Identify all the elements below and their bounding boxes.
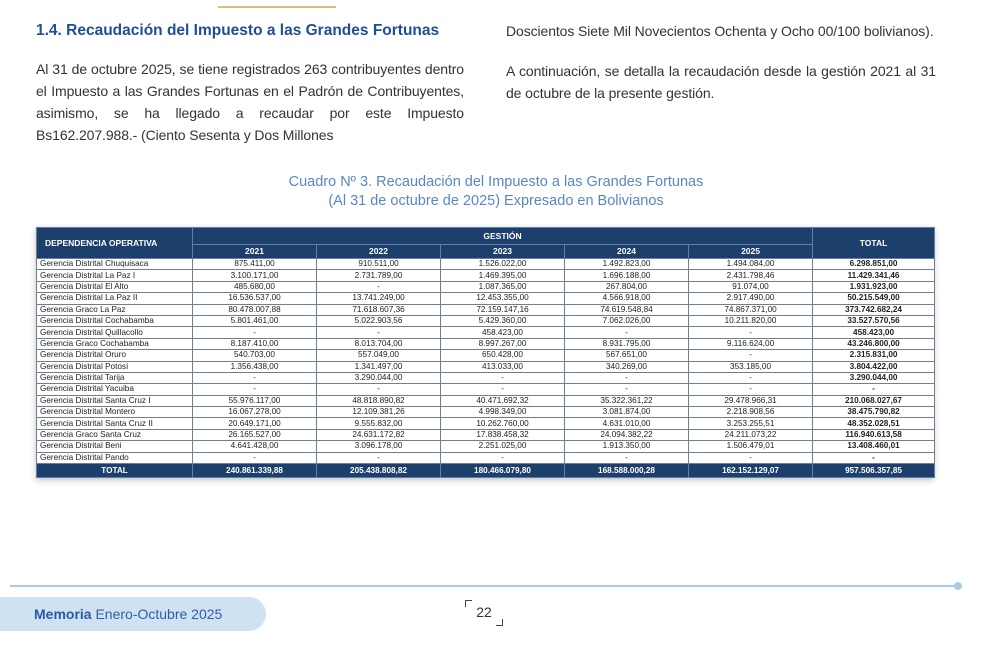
row-value: 24.094.382,22 bbox=[565, 429, 689, 440]
row-value: 2.251.025,00 bbox=[441, 441, 565, 452]
row-value: - bbox=[317, 384, 441, 395]
caption-line-1: Cuadro Nº 3. Recaudación del Impuesto a las Grandes Fortunas bbox=[288, 174, 704, 190]
row-value: 35.322.361,22 bbox=[565, 395, 689, 406]
table-row bbox=[37, 338, 935, 349]
row-value: 2.218.908,56 bbox=[689, 407, 813, 418]
row-dependencia: Gerencia Distrital Chuquisaca bbox=[37, 259, 193, 270]
top-decorative-rule bbox=[218, 6, 336, 8]
table-total-row bbox=[37, 464, 935, 478]
row-dependencia: Gerencia Distrital Potosí bbox=[37, 361, 193, 372]
row-value: 1.526.022,00 bbox=[441, 259, 565, 270]
header-total: TOTAL bbox=[813, 228, 935, 259]
row-dependencia: Gerencia Distrital Montero bbox=[37, 407, 193, 418]
grand-total: 957.506.357,85 bbox=[813, 464, 935, 478]
row-value: 9.555.832,00 bbox=[317, 418, 441, 429]
table-body bbox=[37, 259, 935, 478]
row-dependencia: Gerencia Distrital Pando bbox=[37, 452, 193, 463]
row-dependencia: Gerencia Distrital La Paz II bbox=[37, 293, 193, 304]
row-dependencia: Gerencia Distrital Cochabamba bbox=[37, 315, 193, 326]
row-value: - bbox=[565, 372, 689, 383]
row-value: - bbox=[317, 281, 441, 292]
row-total: 33.527.570,56 bbox=[813, 315, 935, 326]
row-value: 80.478.007,88 bbox=[193, 304, 317, 315]
row-value: 5.801.461,00 bbox=[193, 315, 317, 326]
header-year: 2022 bbox=[317, 244, 441, 258]
table-row bbox=[37, 350, 935, 361]
row-value: - bbox=[441, 384, 565, 395]
row-value: 910.511,00 bbox=[317, 259, 441, 270]
row-value: 20.649.171,00 bbox=[193, 418, 317, 429]
row-value: 8.997.267,00 bbox=[441, 338, 565, 349]
header-gestion: GESTIÓN bbox=[193, 228, 813, 245]
row-value: 1.506.479,01 bbox=[689, 441, 813, 452]
row-value: 4.998.349,00 bbox=[441, 407, 565, 418]
row-value: 74.619.548,84 bbox=[565, 304, 689, 315]
table-row bbox=[37, 315, 935, 326]
row-total: 210.068.027,67 bbox=[813, 395, 935, 406]
footer-divider bbox=[10, 585, 958, 587]
header-year: 2023 bbox=[441, 244, 565, 258]
revenue-table bbox=[36, 227, 935, 478]
section-title: 1.4. Recaudación del Impuesto a las Grandes Fortunas bbox=[36, 22, 440, 39]
row-value: 557.049,00 bbox=[317, 350, 441, 361]
row-dependencia: Gerencia Distrital Beni bbox=[37, 441, 193, 452]
table-row bbox=[37, 429, 935, 440]
row-value: 16.067.278,00 bbox=[193, 407, 317, 418]
footer-label bbox=[34, 606, 222, 622]
row-total: 458.423,00 bbox=[813, 327, 935, 338]
row-dependencia: Gerencia Distrital Quillacollo bbox=[37, 327, 193, 338]
row-value: 4.641.428,00 bbox=[193, 441, 317, 452]
row-value: - bbox=[689, 384, 813, 395]
footer-divider-dot bbox=[954, 582, 962, 590]
row-value: 8.013.704,00 bbox=[317, 338, 441, 349]
total-value: 180.466.079,80 bbox=[441, 464, 565, 478]
total-label: TOTAL bbox=[37, 464, 193, 478]
row-value: 12.453.355,00 bbox=[441, 293, 565, 304]
row-value: 55.976.117,00 bbox=[193, 395, 317, 406]
row-value: 24.631.172,82 bbox=[317, 429, 441, 440]
row-dependencia: Gerencia Distrital Yacuiba bbox=[37, 384, 193, 395]
row-value: 48.818.890,82 bbox=[317, 395, 441, 406]
row-value: 1.341.497,00 bbox=[317, 361, 441, 372]
row-value: 13.741.249,00 bbox=[317, 293, 441, 304]
table-row bbox=[37, 407, 935, 418]
row-value: 8.187.410,00 bbox=[193, 338, 317, 349]
row-total: 38.475.790,82 bbox=[813, 407, 935, 418]
row-total: 1.931.923,00 bbox=[813, 281, 935, 292]
row-value: 29.478.966,31 bbox=[689, 395, 813, 406]
row-value: 1.913.350,00 bbox=[565, 441, 689, 452]
table-row bbox=[37, 441, 935, 452]
right-paragraph-1: Doscientos Siete Mil Novecientos Ochenta y Ocho 00/100 bolivianos). bbox=[506, 23, 934, 39]
row-dependencia: Gerencia Distrital Santa Cruz II bbox=[37, 418, 193, 429]
row-value: 1.356.438,00 bbox=[193, 361, 317, 372]
row-value: 16.536.537,00 bbox=[193, 293, 317, 304]
table-row bbox=[37, 259, 935, 270]
row-value: - bbox=[689, 372, 813, 383]
bracket-corner-icon bbox=[496, 619, 503, 626]
row-value: 91.074,00 bbox=[689, 281, 813, 292]
row-value: 1.469.395,00 bbox=[441, 270, 565, 281]
row-value: 7.062.026,00 bbox=[565, 315, 689, 326]
row-dependencia: Gerencia Distrital Santa Cruz I bbox=[37, 395, 193, 406]
total-value: 162.152.129,07 bbox=[689, 464, 813, 478]
footer-period: Enero-Octubre 2025 bbox=[95, 606, 223, 622]
row-total: - bbox=[813, 452, 935, 463]
row-value: 3.290.044,00 bbox=[317, 372, 441, 383]
header-year: 2025 bbox=[689, 244, 813, 258]
row-total: 3.290.044,00 bbox=[813, 372, 935, 383]
table-row bbox=[37, 395, 935, 406]
row-value: 3.096.178,00 bbox=[317, 441, 441, 452]
row-value: 40.471.692,32 bbox=[441, 395, 565, 406]
row-value: 5.022.903,56 bbox=[317, 315, 441, 326]
row-dependencia: Gerencia Distrital Oruro bbox=[37, 350, 193, 361]
page-number-box bbox=[462, 598, 506, 628]
row-value: 4.631.010,00 bbox=[565, 418, 689, 429]
left-paragraph: Al 31 de octubre 2025, se tiene registrados 263 contribuyentes dentro el Impuesto a las Grandes Fortunas en el Padrón de Contribuyentes, asimismo, se ha llegado a recaudar por este Impuesto Bs162.207.988.- (Ciento Sesenta y Dos Millones bbox=[36, 61, 464, 143]
row-value: 72.159.147,16 bbox=[441, 304, 565, 315]
row-value: - bbox=[193, 452, 317, 463]
row-value: 650.428,00 bbox=[441, 350, 565, 361]
total-value: 240.861.339,88 bbox=[193, 464, 317, 478]
row-value: 8.931.795,00 bbox=[565, 338, 689, 349]
row-value: - bbox=[565, 327, 689, 338]
row-total: 11.429.341,46 bbox=[813, 270, 935, 281]
row-value: 485.680,00 bbox=[193, 281, 317, 292]
row-value: 1.087.365,00 bbox=[441, 281, 565, 292]
page-number: 22 bbox=[476, 604, 492, 620]
row-value: - bbox=[317, 452, 441, 463]
revenue-table-container bbox=[36, 227, 934, 478]
row-dependencia: Gerencia Distrital Tarija bbox=[37, 372, 193, 383]
row-total: 2.315.831,00 bbox=[813, 350, 935, 361]
row-value: 2.431.798,46 bbox=[689, 270, 813, 281]
row-value: 540.703,00 bbox=[193, 350, 317, 361]
row-value: 413.033,00 bbox=[441, 361, 565, 372]
row-value: 12.109.381,26 bbox=[317, 407, 441, 418]
table-row bbox=[37, 384, 935, 395]
row-value: 5.429.360,00 bbox=[441, 315, 565, 326]
row-value: - bbox=[565, 452, 689, 463]
row-value: 10.262.760,00 bbox=[441, 418, 565, 429]
table-row bbox=[37, 270, 935, 281]
table-row bbox=[37, 418, 935, 429]
row-value: - bbox=[441, 372, 565, 383]
caption-line-2: (Al 31 de octubre de 2025) Expresado en Bolivianos bbox=[328, 193, 664, 209]
row-value: 340.269,00 bbox=[565, 361, 689, 372]
row-value: 1.492.823,00 bbox=[565, 259, 689, 270]
row-dependencia: Gerencia Distrital La Paz I bbox=[37, 270, 193, 281]
row-value: 267.804,00 bbox=[565, 281, 689, 292]
row-dependencia: Gerencia Graco Cochabamba bbox=[37, 338, 193, 349]
row-value: - bbox=[193, 327, 317, 338]
row-value: 3.081.874,00 bbox=[565, 407, 689, 418]
row-total: 48.352.028,51 bbox=[813, 418, 935, 429]
row-value: 458.423,00 bbox=[441, 327, 565, 338]
row-value: - bbox=[317, 327, 441, 338]
row-value: - bbox=[565, 384, 689, 395]
row-total: - bbox=[813, 384, 935, 395]
row-total: 3.804.422,00 bbox=[813, 361, 935, 372]
row-value: 10.211.820,00 bbox=[689, 315, 813, 326]
total-value: 205.438.808,82 bbox=[317, 464, 441, 478]
row-value: 875.411,00 bbox=[193, 259, 317, 270]
table-row bbox=[37, 293, 935, 304]
row-dependencia: Gerencia Distrital El Alto bbox=[37, 281, 193, 292]
row-value: 74.867.371,00 bbox=[689, 304, 813, 315]
row-total: 13.408.460,01 bbox=[813, 441, 935, 452]
table-row bbox=[37, 361, 935, 372]
row-value: - bbox=[689, 327, 813, 338]
row-value: 3.100.171,00 bbox=[193, 270, 317, 281]
row-value: - bbox=[689, 452, 813, 463]
table-row bbox=[37, 281, 935, 292]
header-dependencia: DEPENDENCIA OPERATIVA bbox=[37, 228, 193, 259]
row-value: 9.116.624,00 bbox=[689, 338, 813, 349]
row-value: 1.696.188,00 bbox=[565, 270, 689, 281]
total-value: 168.588.000,28 bbox=[565, 464, 689, 478]
row-value: 1.494.084,00 bbox=[689, 259, 813, 270]
row-value: - bbox=[193, 384, 317, 395]
row-value: 24.211.073,22 bbox=[689, 429, 813, 440]
row-value: 4.566.918,00 bbox=[565, 293, 689, 304]
row-total: 373.742.682,24 bbox=[813, 304, 935, 315]
row-total: 50.215.549,00 bbox=[813, 293, 935, 304]
table-row bbox=[37, 327, 935, 338]
row-value: 71.618.607,36 bbox=[317, 304, 441, 315]
left-column bbox=[36, 20, 464, 146]
row-value: 17.838.458,32 bbox=[441, 429, 565, 440]
right-column bbox=[506, 20, 936, 104]
row-value: 2.917.490,00 bbox=[689, 293, 813, 304]
row-total: 116.940.613,58 bbox=[813, 429, 935, 440]
row-total: 43.246.800,00 bbox=[813, 338, 935, 349]
row-value: - bbox=[193, 372, 317, 383]
table-row bbox=[37, 304, 935, 315]
row-value: 567.651,00 bbox=[565, 350, 689, 361]
right-paragraph-2: A continuación, se detalla la recaudación desde la gestión 2021 al 31 de octubre de la presente gestión. bbox=[506, 63, 936, 101]
header-year: 2024 bbox=[565, 244, 689, 258]
row-dependencia: Gerencia Graco Santa Cruz bbox=[37, 429, 193, 440]
row-value: 2.731.789,00 bbox=[317, 270, 441, 281]
header-year: 2021 bbox=[193, 244, 317, 258]
row-value: 3.253.255,51 bbox=[689, 418, 813, 429]
row-value: - bbox=[441, 452, 565, 463]
row-total: 6.298.851,00 bbox=[813, 259, 935, 270]
row-value: - bbox=[689, 350, 813, 361]
footer-brand: Memoria bbox=[34, 606, 92, 622]
table-caption bbox=[0, 173, 992, 211]
table-row bbox=[37, 452, 935, 463]
row-value: 26.165.527,00 bbox=[193, 429, 317, 440]
row-value: 353.185,00 bbox=[689, 361, 813, 372]
row-dependencia: Gerencia Graco La Paz bbox=[37, 304, 193, 315]
table-row bbox=[37, 372, 935, 383]
